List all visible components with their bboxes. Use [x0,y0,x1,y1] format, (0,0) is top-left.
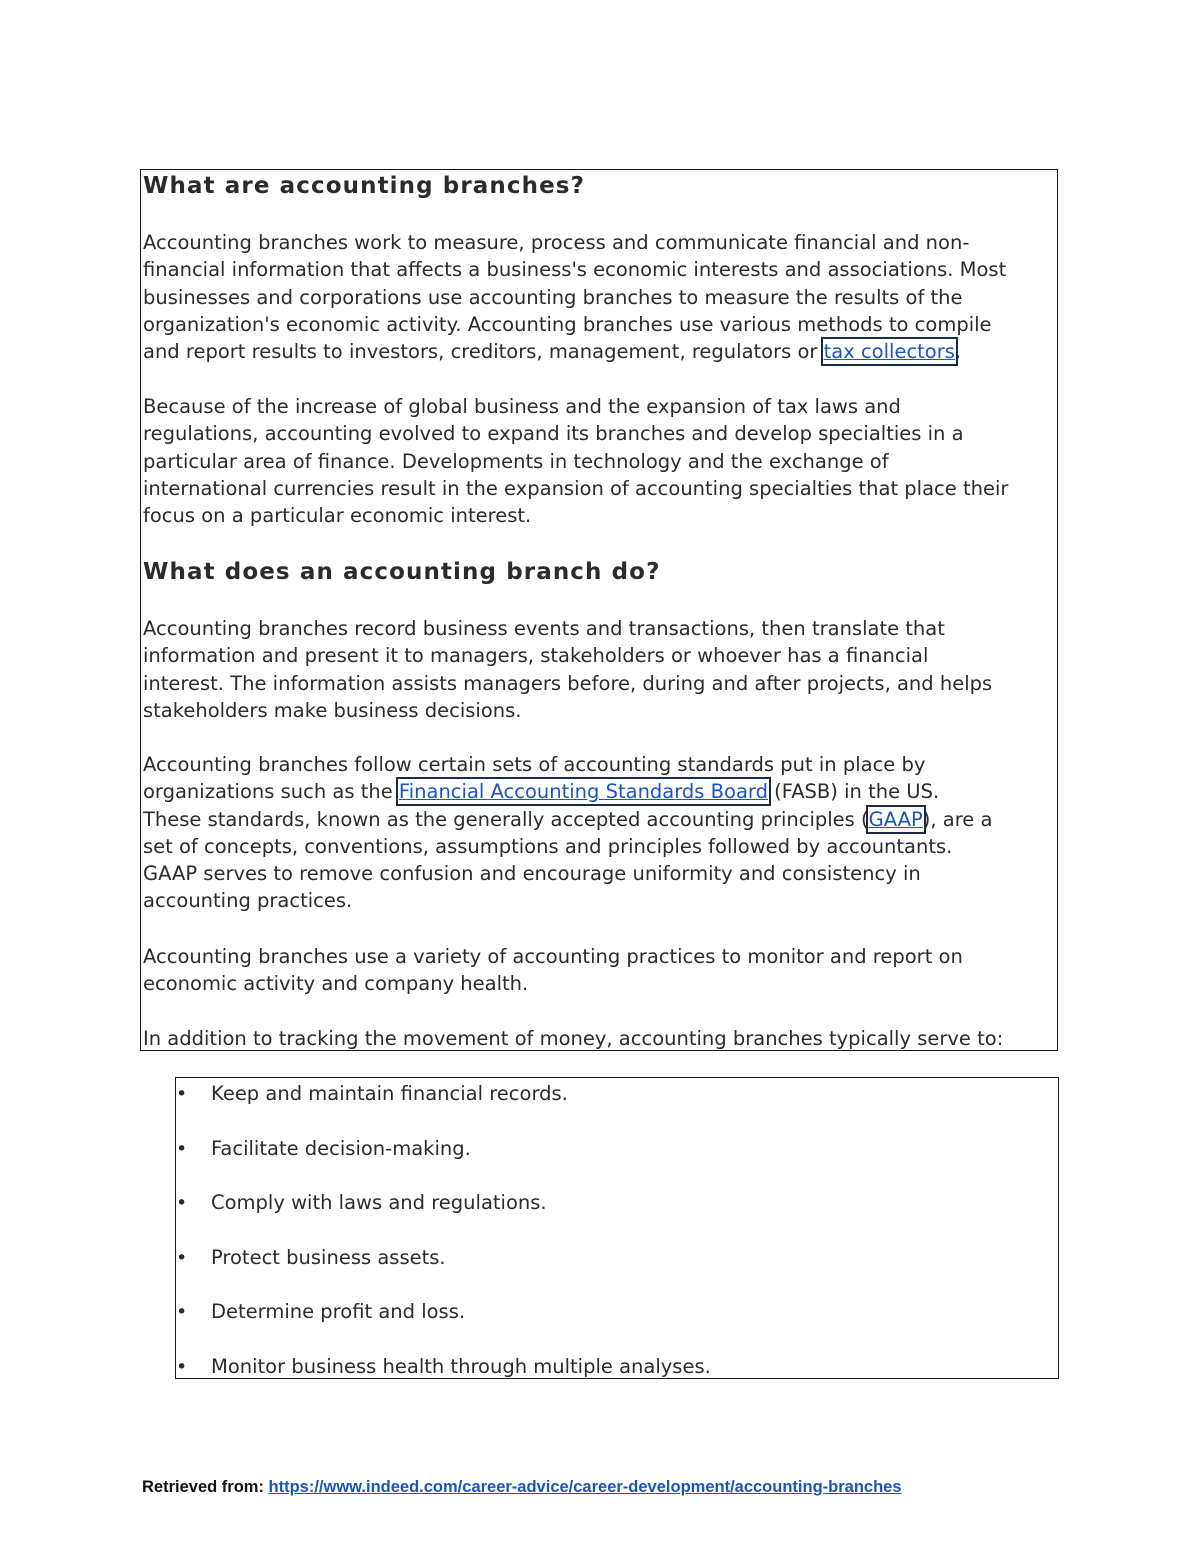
text-line: In addition to tracking the movement of money, accounting branches typically serve to: [143,1027,1004,1050]
text-line: Accounting branches record business events and transactions, then translate that [143,617,945,640]
text-line: businesses and corporations use accounting branches to measure the results of the [143,285,963,309]
text-segment: (FASB) in the US. [767,780,940,804]
text-line: Because of the increase of global business and the expansion of tax laws and [143,395,901,418]
text-segment: and report results to investors, creditors, management, regulators or [143,340,824,364]
gaap-link[interactable]: GAAP [868,807,923,831]
section2-paragraph-1 [143,615,1058,724]
text-line: interest. The information assists managers before, during and after projects, and helps [143,671,993,695]
text-line: Accounting branches work to measure, process and communicate financial and non- [143,231,970,254]
text-line: organization's economic activity. Accounting branches use various methods to compile [143,312,992,336]
list-item-text: Facilitate decision-making. [211,1136,471,1160]
bullet-icon: • [176,1137,188,1160]
text-line: regulations, accounting evolved to expand its branches and develop specialties in a [143,422,964,446]
text-line [143,778,1058,805]
list-item-text: Protect business assets. [211,1245,446,1269]
list-item-text: Keep and maintain financial records. [211,1082,568,1105]
text-segment: These standards, known as the generally accepted accounting principles ( [143,807,869,831]
section2-paragraph-2 [143,751,1058,915]
bullet-icon: • [176,1083,188,1105]
text-segment: ), are a [922,807,993,831]
text-line: GAAP serves to remove confusion and encourage uniformity and consistency in [143,862,921,886]
text-segment: . [954,340,962,364]
source-url-link[interactable]: https://www.indeed.com/career-advice/career-development/accounting-branches [268,1478,902,1496]
text-line [143,806,1058,833]
section1-paragraph-2 [143,393,1058,529]
bullet-list-frame [175,1077,1059,1379]
list-item-text: Monitor business health through multiple analyses. [211,1354,711,1378]
bullet-icon: • [176,1246,188,1269]
bullet-icon: • [176,1192,188,1215]
fasb-link[interactable]: Financial Accounting Standards Board [398,780,768,804]
section1-paragraph-1 [143,229,1058,365]
text-line: stakeholders make business decisions. [143,698,522,722]
retrieved-from-label: Retrieved from: [142,1478,269,1496]
text-line: economic activity and company health. [143,972,529,996]
text-line: information and present it to managers, stakeholders or whoever has a financial [143,644,929,668]
heading-what-does-an-accounting-branch-do: What does an accounting branch do? [143,559,661,585]
text-line: particular area of finance. Developments in technology and the exchange of [143,449,889,473]
text-line: accounting practices. [143,889,353,913]
text-line: focus on a particular economic interest. [143,504,532,528]
text-line [143,338,1058,365]
bullet-icon: • [176,1355,188,1378]
source-citation [142,1478,902,1497]
list-item-text: Comply with laws and regulations. [211,1191,547,1215]
text-line: Accounting branches follow certain sets of accounting standards put in place by [143,753,926,776]
heading-what-are-accounting-branches: What are accounting branches? [143,173,586,199]
text-line: Accounting branches use a variety of accounting practices to monitor and report on [143,945,963,968]
tax-collectors-link[interactable]: tax collectors [823,340,955,364]
text-line: financial information that affects a business's economic interests and associations. Most [143,258,1007,282]
text-line: set of concepts, conventions, assumptions and principles followed by accountants. [143,834,953,858]
list-item-text: Determine profit and loss. [211,1300,466,1324]
text-segment: organizations such as the [143,780,399,804]
bullet-icon: • [176,1301,188,1324]
section2-paragraph-4 [143,1025,1058,1052]
section2-paragraph-3 [143,943,1058,998]
text-line: international currencies result in the expansion of accounting specialties that place their [143,476,1009,500]
